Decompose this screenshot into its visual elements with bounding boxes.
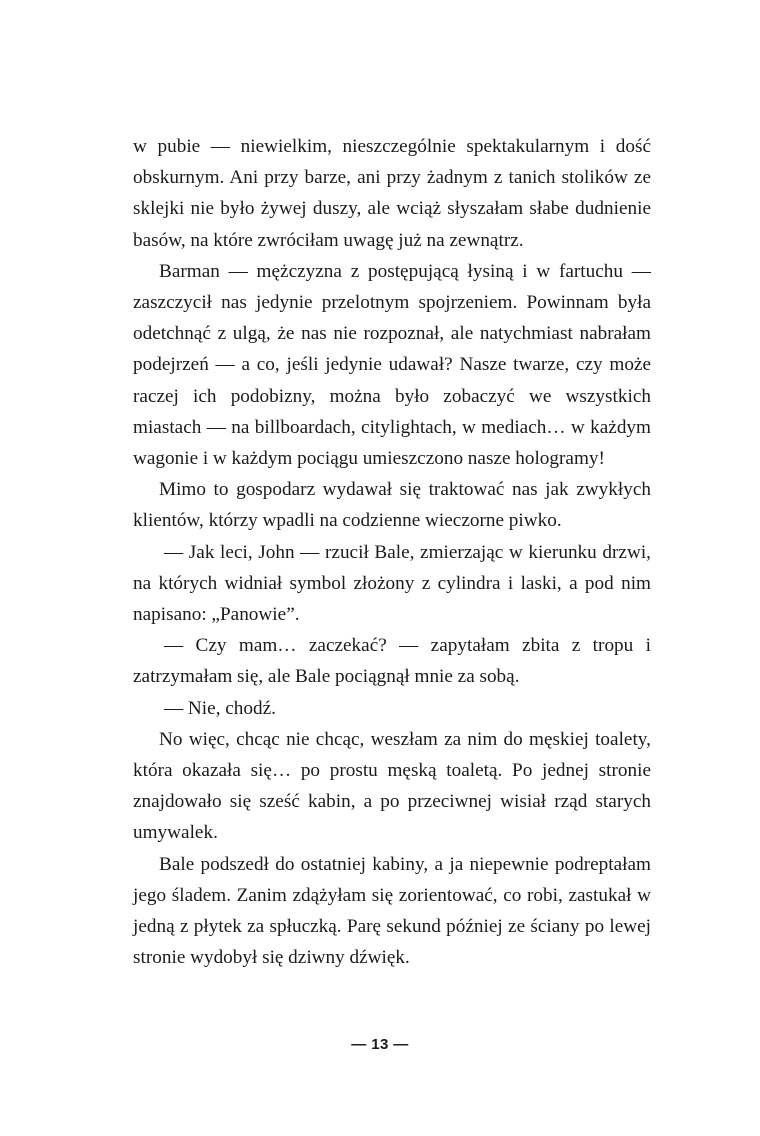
paragraph: Barman — mężczyzna z postępującą łysiną i w fartuchu — zaszczycił nas jedynie przelotnym spojrzeniem. Powinnam była odetchnąć z ulgą, że nas nie rozpoznał, ale natychmiast nabrałam podejrzeń — a co, jeśli jedynie udawał? Nasze twarze, czy może raczej ich podobizny, można było zobaczyć we wszystkich miastach — na billboardach, citylightach, w mediach… w każdym wagonie i w każdym pociągu umieszczono nasze hologramy! (133, 260, 651, 470)
paragraph: — Nie, chodź. (164, 697, 276, 719)
page-number: — 13 — (351, 1036, 409, 1053)
paragraph: No więc, chcąc nie chcąc, weszłam za nim do męskiej toalety, która okazała się… po prostu męską toaletą. Po jednej stronie znajdowało się sześć kabin, a po przeciwnej wisiał rząd starych umywalek. (133, 728, 651, 844)
paragraph: — Czy mam… zaczekać? — zapytałam zbita z tropu i zatrzymałam się, ale Bale pociągnął mnie za sobą. (133, 635, 651, 688)
paragraph: w pubie — niewielkim, nieszczególnie spektakularnym i dość obskurnym. Ani przy barze, ani przy żadnym z tanich stolików ze sklejki nie było żywej duszy, ale wciąż słyszałam słabe dudnienie basów, na które zwróciłam uwagę już na zewnątrz. (133, 136, 651, 251)
paragraph: — Jak leci, John — rzucił Bale, zmierzając w kierunku drzwi, na których widniał symbol złożony z cylindra i laski, a pod nim napisano: „Panowie”. (133, 541, 651, 626)
page-text-block (133, 131, 651, 973)
paragraph: Bale podszedł do ostatniej kabiny, a ja niepewnie podreptałam jego śladem. Zanim zdążyłam się zorientować, co robi, zastukał w jedną z płytek za spłuczką. Parę sekund później ze ściany po lewej stronie wydobył się dziwny dźwięk. (133, 853, 651, 969)
paragraph: Mimo to gospodarz wydawał się traktować nas jak zwykłych klientów, którzy wpadli na codzienne wieczorne piwko. (133, 479, 651, 532)
